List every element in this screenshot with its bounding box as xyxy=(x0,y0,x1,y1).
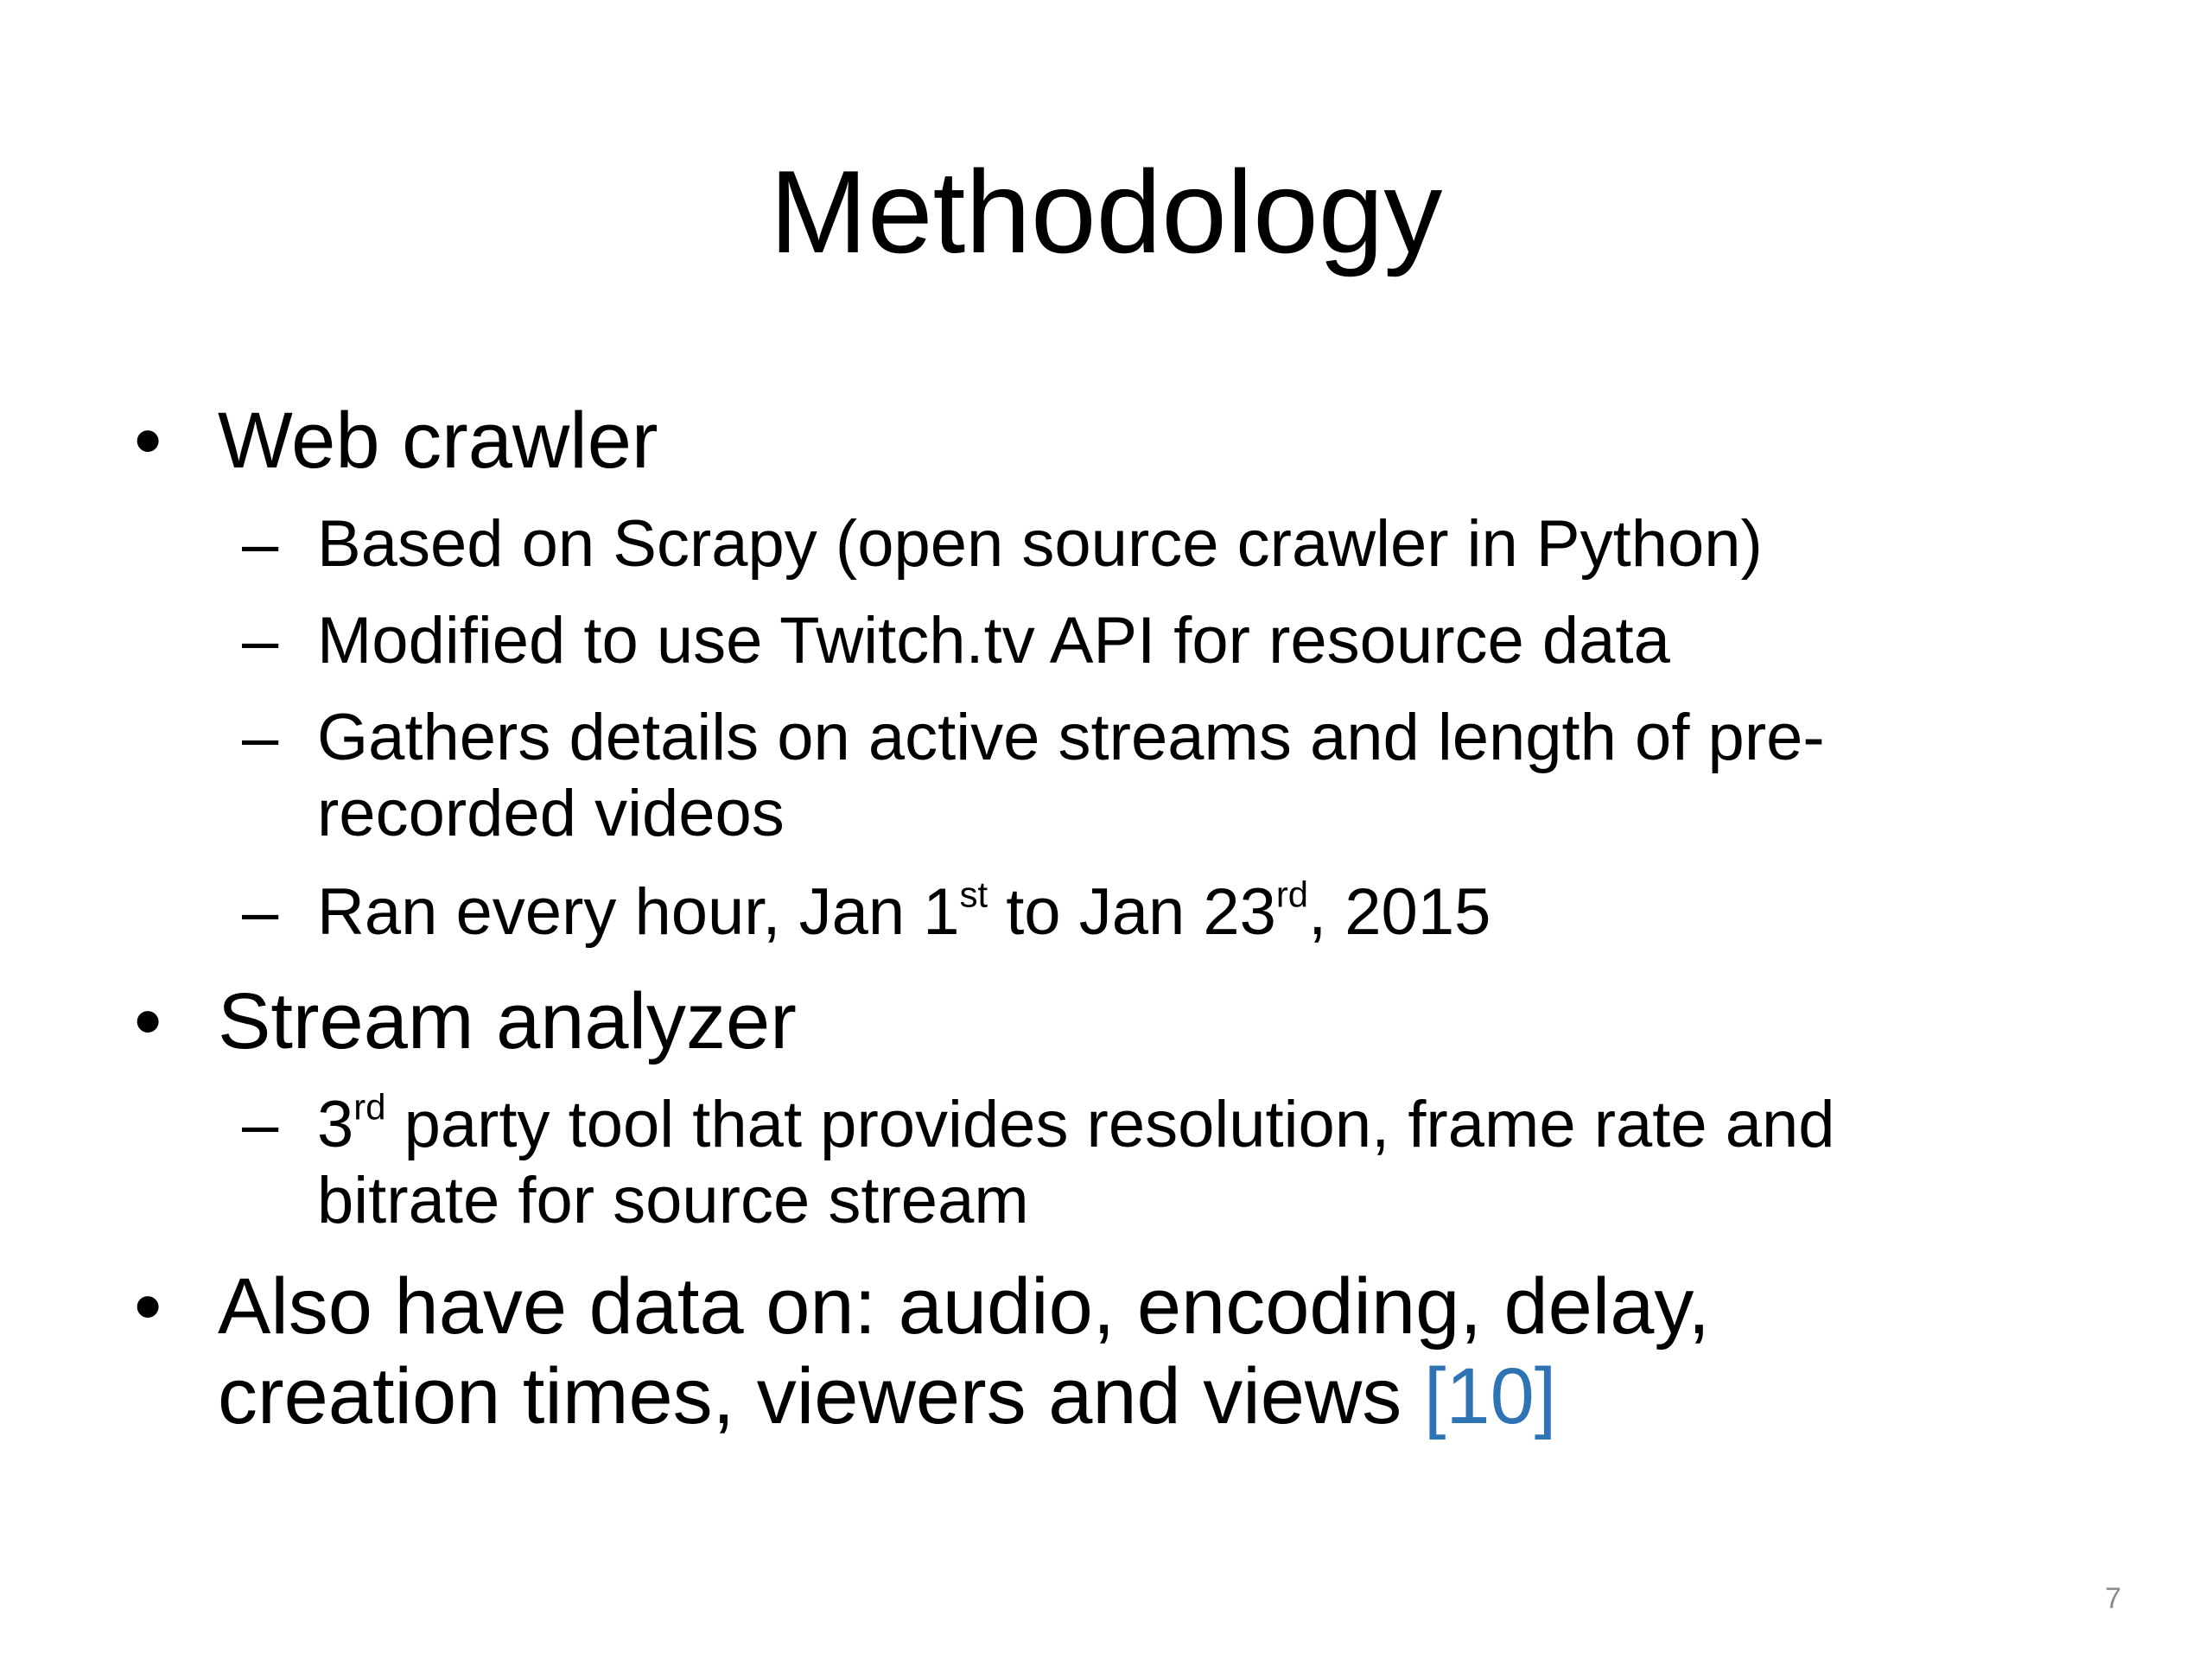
sub-twitch-api: Modified to use Twitch.tv API for resource data xyxy=(317,604,1670,677)
sub-ran-every-hour xyxy=(317,874,1491,950)
bullet-also-have-data-line2 xyxy=(218,1351,1556,1441)
sub-gathers-line2: recorded videos xyxy=(317,777,785,850)
citation-link[interactable]: [10] xyxy=(1423,1352,1557,1440)
sub-ran-sup-1: st xyxy=(959,874,988,915)
sub-tool-text-1: 3 xyxy=(317,1088,354,1161)
sub-ran-text-2: to Jan 23 xyxy=(988,875,1276,949)
sub-marker: – xyxy=(242,875,279,949)
sub-ran-sup-2: rd xyxy=(1275,874,1309,915)
sub-ran-text-1: Ran every hour, Jan 1 xyxy=(317,875,960,949)
bullet-marker: • xyxy=(134,1262,162,1351)
sub-tool-sup-1: rd xyxy=(353,1086,386,1128)
bullet-stream-analyzer: Stream analyzer xyxy=(218,977,797,1065)
sub-marker: – xyxy=(242,1088,279,1161)
bullet-marker: • xyxy=(134,977,162,1065)
bullet-also-text: creation times, viewers and views xyxy=(218,1352,1424,1440)
bullet-also-have-data-line1: Also have data on: audio, encoding, delay, xyxy=(218,1262,1711,1351)
sub-marker: – xyxy=(242,701,279,774)
bullet-marker: • xyxy=(134,397,162,485)
page-number: 7 xyxy=(2105,1582,2121,1615)
sub-gathers-line1: Gathers details on active streams and length of pre- xyxy=(317,701,1825,774)
sub-third-party-tool-line1 xyxy=(317,1087,1835,1163)
sub-marker: – xyxy=(242,507,279,581)
sub-ran-text-3: , 2015 xyxy=(1308,875,1491,949)
sub-third-party-tool-line2: bitrate for source stream xyxy=(317,1164,1029,1237)
sub-scrapy: Based on Scrapy (open source crawler in Python) xyxy=(317,507,1763,581)
sub-tool-text-2: party tool that provides resolution, frame rate and xyxy=(385,1088,1835,1161)
bullet-web-crawler: Web crawler xyxy=(218,397,658,485)
sub-marker: – xyxy=(242,604,279,677)
slide-title: Methodology xyxy=(769,146,1443,277)
